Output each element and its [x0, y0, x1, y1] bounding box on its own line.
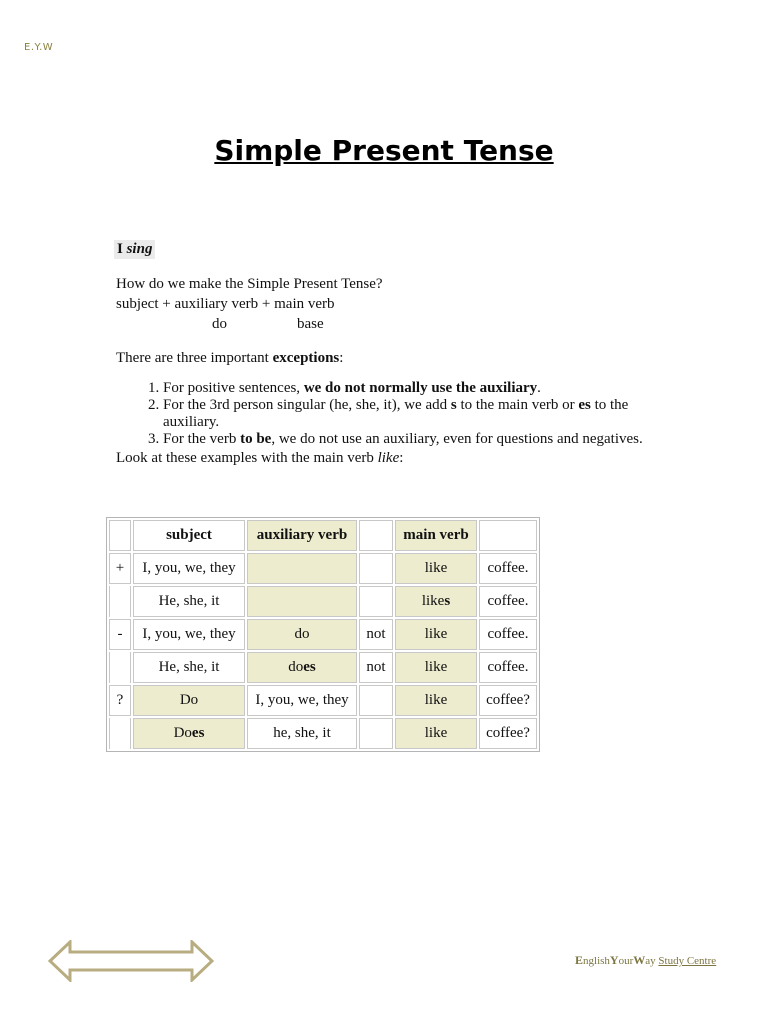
- item-text: to the main verb or: [456, 397, 579, 413]
- item-bold: s: [450, 397, 457, 413]
- table-row: [109, 553, 537, 584]
- main-verb: like: [421, 593, 445, 609]
- row-main: [395, 652, 477, 683]
- table-row: [109, 685, 537, 716]
- examples-text: Look at these examples with the main verb: [116, 450, 378, 466]
- examples-intro: [116, 448, 656, 468]
- item-bold: to be: [240, 431, 272, 447]
- footer-letter: Y: [609, 953, 619, 967]
- row-aux: [247, 553, 357, 584]
- main-suffix: s: [444, 593, 451, 609]
- footer-letter: E: [575, 953, 584, 967]
- row-sign: [109, 586, 131, 617]
- row-subject: I, you, we, they: [133, 619, 245, 650]
- formula-main: base: [297, 316, 324, 332]
- exceptions-tail: :: [339, 350, 344, 366]
- table-row: [109, 619, 537, 650]
- formula-sub: [116, 314, 656, 334]
- row-not: [359, 685, 393, 716]
- footer-letter: W: [633, 953, 646, 967]
- row-subject: He, she, it: [133, 652, 245, 683]
- row-subject: I, you, we, they: [133, 553, 245, 584]
- row-sign: -: [109, 619, 131, 650]
- row-sign: [109, 718, 131, 749]
- exceptions-lead: [116, 348, 656, 368]
- list-item: [163, 380, 656, 397]
- main-verb: like: [424, 659, 448, 675]
- intro-question: How do we make the Simple Present Tense?: [116, 276, 383, 292]
- footer-text: nglish: [583, 955, 610, 967]
- double-arrow-icon: [48, 940, 214, 982]
- table-cell: [109, 520, 131, 551]
- example-subject: I: [117, 241, 123, 257]
- footer-text: ay: [645, 955, 656, 967]
- table-row: [109, 718, 537, 749]
- aux-suffix: es: [303, 659, 316, 675]
- item-bold: es: [578, 397, 591, 413]
- main-verb: like: [424, 560, 448, 576]
- main-verb: like: [424, 692, 448, 708]
- list-item: [163, 431, 656, 448]
- row-object: coffee.: [479, 652, 537, 683]
- subject-suffix: es: [191, 725, 205, 741]
- page-title: Simple Present Tense: [214, 134, 554, 167]
- table-cell: [479, 520, 537, 551]
- item-text: , we do not use an auxiliary, even for questions and negatives.: [271, 431, 643, 447]
- example-verb: sing: [126, 241, 153, 257]
- tense-table-wrap: [106, 517, 540, 752]
- aux-verb: do: [288, 659, 304, 675]
- row-aux: I, you, we, they: [247, 685, 357, 716]
- row-main: [395, 718, 477, 749]
- row-subject: Do: [133, 685, 245, 716]
- item-bold: we do not normally use the auxiliary: [303, 380, 538, 396]
- subject-aux: Do: [173, 725, 192, 741]
- header-auxiliary: auxiliary verb: [247, 520, 357, 551]
- row-not: [359, 553, 393, 584]
- table-cell: [359, 520, 393, 551]
- table-header-row: [109, 520, 537, 551]
- table-row: [109, 652, 537, 683]
- row-main: [395, 553, 477, 584]
- main-verb: like: [424, 725, 448, 741]
- row-main: [395, 685, 477, 716]
- footer-text: our: [618, 955, 634, 967]
- examples-italic: like: [377, 450, 400, 466]
- row-subject: He, she, it: [133, 586, 245, 617]
- content: [116, 274, 656, 468]
- row-aux: [247, 652, 357, 683]
- formula-aux: do: [212, 316, 227, 332]
- exceptions-lead-text: There are three important: [116, 350, 273, 366]
- intro-formula: subject + auxiliary verb + main verb: [116, 296, 335, 312]
- row-object: coffee?: [479, 685, 537, 716]
- row-main: [395, 586, 477, 617]
- item-text: For the 3rd person singular (he, she, it), we add: [163, 397, 451, 413]
- row-main: [395, 619, 477, 650]
- main-verb: like: [424, 626, 448, 642]
- row-aux: he, she, it: [247, 718, 357, 749]
- tense-table: [106, 517, 540, 752]
- row-subject: [133, 718, 245, 749]
- exceptions-bold: exceptions: [272, 350, 340, 366]
- row-object: coffee.: [479, 553, 537, 584]
- header-subject: subject: [133, 520, 245, 551]
- row-not: not: [359, 652, 393, 683]
- row-aux: do: [247, 619, 357, 650]
- header-main: main verb: [395, 520, 477, 551]
- row-sign: [109, 652, 131, 683]
- item-text: .: [537, 380, 541, 396]
- item-text: For positive sentences,: [163, 380, 304, 396]
- example-heading: [114, 240, 155, 259]
- table-row: [109, 586, 537, 617]
- item-text: to the auxiliary.: [163, 397, 629, 430]
- footer-link[interactable]: Study Centre: [658, 955, 717, 967]
- footer-brand: [575, 953, 716, 968]
- row-sign: ?: [109, 685, 131, 716]
- exceptions-list: [116, 380, 656, 448]
- row-object: coffee.: [479, 586, 537, 617]
- item-text: For the verb: [163, 431, 241, 447]
- row-not: not: [359, 619, 393, 650]
- row-aux: [247, 586, 357, 617]
- row-object: coffee.: [479, 619, 537, 650]
- list-item: [163, 397, 656, 431]
- row-sign: +: [109, 553, 131, 584]
- header-mark: E.Y.W: [24, 42, 54, 53]
- examples-text: :: [399, 450, 404, 466]
- row-object: coffee?: [479, 718, 537, 749]
- row-not: [359, 586, 393, 617]
- row-not: [359, 718, 393, 749]
